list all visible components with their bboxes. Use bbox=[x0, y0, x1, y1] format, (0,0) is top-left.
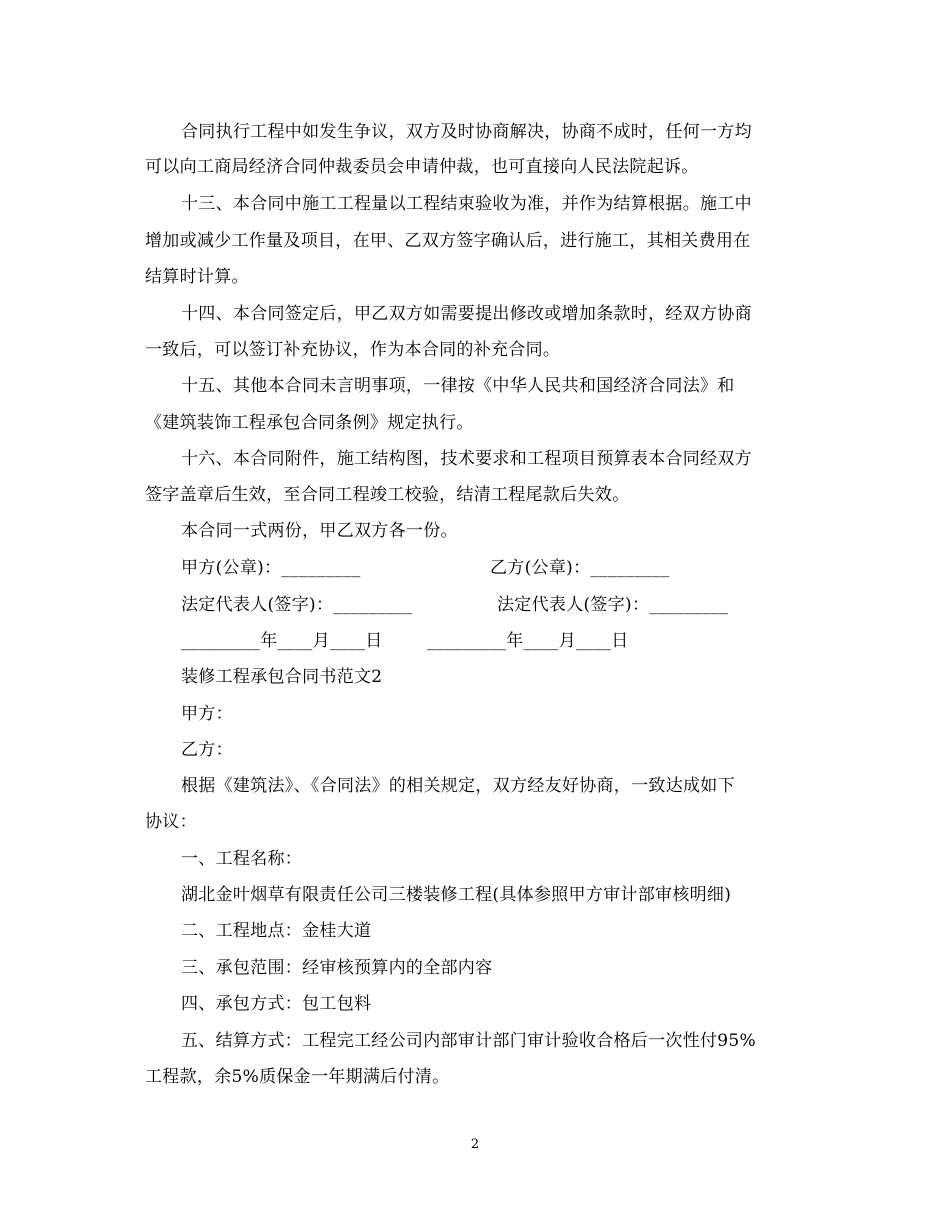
section-title: 装修工程承包合同书范文2 bbox=[181, 667, 383, 687]
paragraph-line: 二、工程地点：金桂大道 bbox=[181, 921, 372, 941]
party-b-date-field: _________年____月____日 bbox=[427, 631, 629, 651]
party-a-date-field: _________年____月____日 bbox=[181, 631, 383, 651]
party-a-seal-field: 甲方(公章)：_________ bbox=[181, 558, 361, 578]
party-b-representative-field: 法定代表人(签字)：_________ bbox=[497, 595, 729, 615]
paragraph-line: 四、承包方式：包工包料 bbox=[181, 994, 372, 1014]
paragraph-line: 增加或减少工作量及项目，在甲、乙双方签字确认后，进行施工，其相关费用在 bbox=[145, 231, 751, 251]
paragraph-line: 十五、其他本合同未言明事项，一律按《中华人民共和国经济合同法》和 bbox=[181, 376, 735, 396]
paragraph-line: 十六、本合同附件，施工结构图，技术要求和工程项目预算表本合同经双方 bbox=[181, 449, 752, 469]
paragraph-line: 湖北金叶烟草有限责任公司三楼装修工程(具体参照甲方审计部审核明细) bbox=[181, 885, 732, 905]
paragraph-line: 一、工程名称： bbox=[181, 849, 303, 869]
paragraph-line: 五、结算方式：工程完工经公司内部审计部门审计验收合格后一次性付95% bbox=[181, 1031, 756, 1051]
paragraph-line: 协议： bbox=[145, 812, 197, 832]
paragraph-line: 《建筑装饰工程承包合同条例》规定执行。 bbox=[145, 413, 474, 433]
paragraph-line: 本合同一式两份，甲乙双方各一份。 bbox=[181, 521, 458, 541]
party-a-representative-field: 法定代表人(签字)：_________ bbox=[181, 595, 413, 615]
paragraph-line: 十四、本合同签定后，甲乙双方如需要提出修改或增加条款时，经双方协商 bbox=[181, 304, 752, 324]
paragraph-line: 根据《建筑法》、《合同法》的相关规定，双方经友好协商，一致达成如下 bbox=[181, 776, 735, 796]
paragraph-line: 签字盖章后生效，至合同工程竣工校验，结清工程尾款后失效。 bbox=[145, 485, 630, 505]
party-b-label: 乙方： bbox=[181, 740, 233, 760]
party-b-seal-field: 乙方(公章)：_________ bbox=[490, 558, 670, 578]
paragraph-line: 十三、本合同中施工工程量以工程结束验收为准，并作为结算根据。施工中 bbox=[181, 194, 752, 214]
party-a-label: 甲方： bbox=[181, 704, 233, 724]
paragraph-line: 可以向工商局经济合同仲裁委员会申请仲裁，也可直接向人民法院起诉。 bbox=[145, 157, 699, 177]
paragraph-line: 一致后，可以签订补充协议，作为本合同的补充合同。 bbox=[145, 340, 561, 360]
paragraph-line: 三、承包范围：经审核预算内的全部内容 bbox=[181, 958, 493, 978]
paragraph-line: 工程款，余5%质保金一年期满后付清。 bbox=[145, 1067, 450, 1087]
paragraph-line: 结算时计算。 bbox=[145, 267, 249, 287]
page-number: 2 bbox=[470, 1137, 480, 1152]
paragraph-line: 合同执行工程中如发生争议，双方及时协商解决，协商不成时，任何一方均 bbox=[181, 122, 752, 142]
